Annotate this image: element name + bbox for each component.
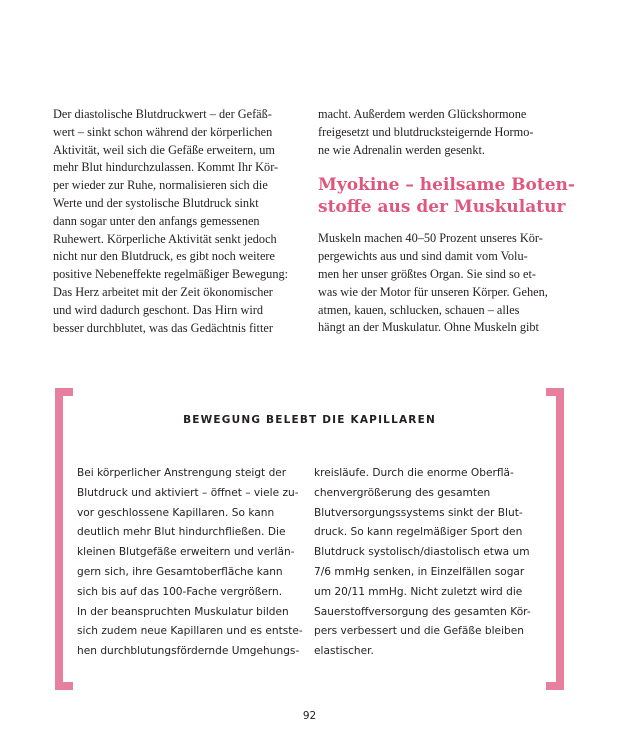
box-text-line: um 20/11 mmHg. Nicht zuletzt wird die [314, 585, 523, 598]
text-line: Muskeln machen 40–50 Prozent unseres Kör- [318, 231, 543, 246]
text-line: macht. Außerdem werden Glückshormone [318, 107, 527, 121]
right-text-column [318, 106, 575, 337]
box-text-line: sich bis auf das 100-Fache vergrößern. [77, 585, 283, 598]
text-line: Der diastolische Blutdruckwert – der Gefäß- [53, 107, 272, 121]
text-line: Das Herz arbeitet mit der Zeit ökonomischer [53, 284, 273, 299]
box-text-line: Blutversorgungssystems sinkt der Blut- [314, 506, 523, 519]
box-text-line: deutlich mehr Blut hindurchfließen. Die [77, 526, 286, 539]
box-text-line: kreisläufe. Durch die enorme Oberflä- [314, 467, 514, 479]
box-text-line: Bei körperlicher Anstrengung steigt der [77, 467, 287, 479]
text-line: mehr Blut hindurchzulassen. Kommt Ihr Kör- [53, 160, 279, 175]
box-text-line: Blutdruck und aktiviert – öffnet – viele zu- [77, 486, 299, 499]
text-line: atmen, kauen, schlucken, schauen – alles [318, 302, 520, 317]
box-text-line: sich zudem neue Kapillaren und es entste- [77, 625, 303, 638]
box-text-line: kleinen Blutgefäße erweitern und verlän- [77, 546, 295, 559]
box-text-line: 7/6 mmHg senken, in Einzelfällen sogar [314, 565, 525, 578]
box-left-column [77, 464, 303, 662]
box-text-line: Sauerstoffversorgung des gesamten Kör- [314, 605, 531, 618]
text-line: nicht nur den Blutdruck, es gibt noch weitere [53, 249, 275, 264]
heading-line: Myokine – heilsame Boten- [318, 175, 575, 196]
box-text-line: hen durchblutungsfördernde Umgehungs- [77, 645, 300, 658]
box-text-line: chenvergrößerung des gesamten [314, 486, 491, 499]
text-line: was wie der Motor für unseren Körper. Gehen, [318, 284, 548, 299]
box-text-line: pers verbessert und die Gefäße bleiben [314, 625, 524, 638]
box-bracket-right [546, 388, 564, 690]
page-number: 92 [302, 710, 317, 722]
box-right-column [314, 464, 531, 662]
text-line: hängt an der Muskulatur. Ohne Muskeln gibt [318, 320, 539, 335]
box-text-line: elastischer. [314, 645, 374, 658]
box-text-line: druck. So kann regelmäßiger Sport den [314, 526, 523, 539]
text-line: besser durchblutet, was das Gedächtnis fitter [53, 320, 273, 335]
text-line: pergewichts aus und sind damit vom Volu- [318, 249, 528, 264]
text-line: freigesetzt und blutdrucksteigernde Hormo- [318, 124, 534, 139]
box-text-line: Blutdruck systolisch/diastolisch etwa um [314, 546, 530, 559]
text-line: dann sogar unter den anfangs gemessenen [53, 213, 260, 228]
text-line: Aktivität, weil sich die Gefäße erweitern, um [53, 142, 275, 157]
heading-line: stoffe aus der Muskulatur [318, 196, 566, 217]
box-text-line: In der beanspruchten Muskulatur bilden [77, 605, 289, 618]
text-line: ne wie Adrenalin werden gesenkt. [318, 142, 485, 157]
box-text-line: vor geschlossene Kapillaren. So kann [77, 506, 275, 519]
text-line: wert – sinkt schon während der körperlichen [53, 124, 273, 139]
box-title: BEWEGUNG BELEBT DIE KAPILLAREN [183, 414, 436, 426]
box-text-line: gern sich, ihre Gesamtoberfläche kann [77, 565, 283, 578]
left-text-column [53, 106, 288, 337]
text-line: per wieder zur Ruhe, normalisieren sich die [53, 178, 268, 193]
text-line: Werte und der systolische Blutdruck sinkt [53, 195, 259, 210]
text-line: Ruhewert. Körperliche Aktivität senkt jedoch [53, 231, 277, 246]
section-heading [318, 175, 575, 218]
text-line: positive Nebeneffekte regelmäßiger Bewegung: [53, 267, 289, 282]
text-line: men her unser größtes Organ. Sie sind so et- [318, 266, 536, 281]
box-bracket-left [55, 388, 73, 690]
text-line: und wird dadurch geschont. Das Hirn wird [53, 302, 264, 317]
